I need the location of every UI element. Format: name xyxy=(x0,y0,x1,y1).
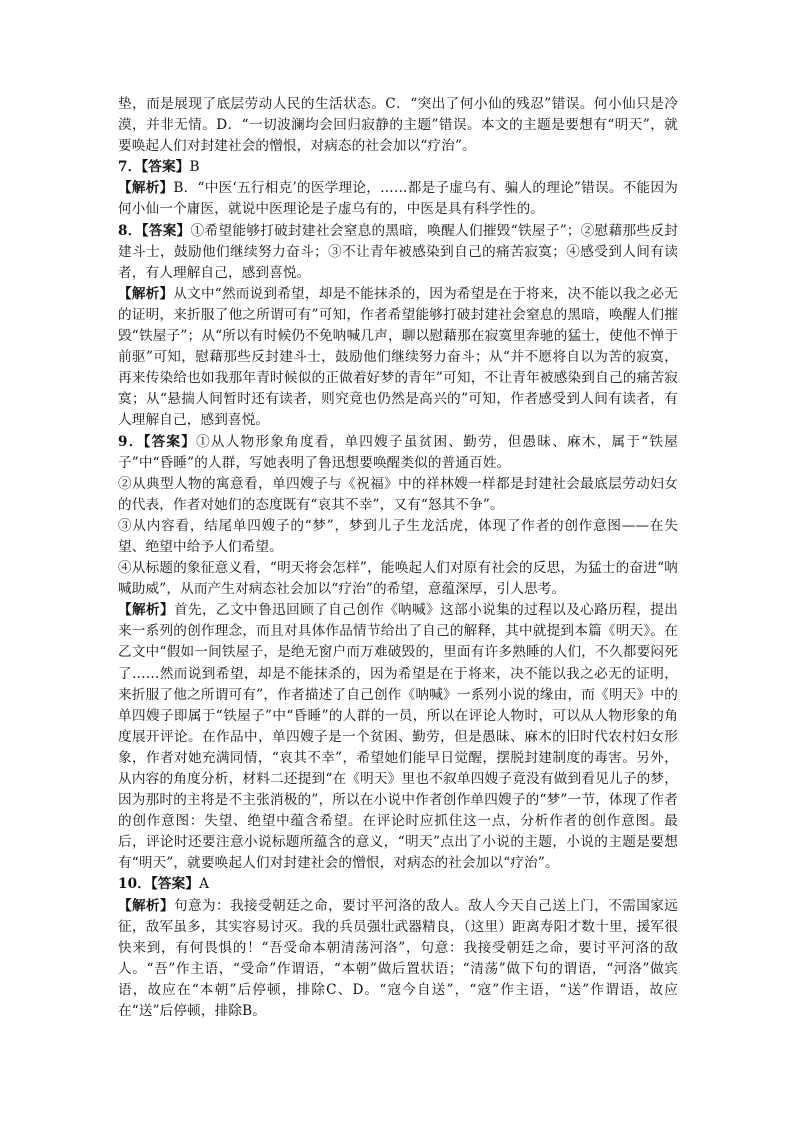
answer-text: B xyxy=(189,159,200,176)
answer-label: 7．【答案】 xyxy=(118,159,190,176)
analysis-label: 【解析】 xyxy=(118,602,175,619)
answer-9-point-4 xyxy=(118,558,678,600)
answer-9-point-3 xyxy=(118,516,678,558)
answer-text: ①希望能够打破封建社会窒息的黑暗，唤醒人们摧毁“铁屋子”；②慰藉那些反封建斗士，鼓励他们继续努力奋斗；③不让青年被感染到自己的痛苦寂寞；④感受到人间有读者，有人理解自己，感到喜悦。 xyxy=(118,222,678,281)
answer-text: ②从典型人物的寓意看，单四嫂子与《祝福》中的祥林嫂一样都是封建社会最底层劳动妇女的代表，作者对她们的态度既有“哀其不幸”，又有“怒其不争”。 xyxy=(118,475,678,513)
analysis-9 xyxy=(118,600,678,874)
analysis-label: 【解析】 xyxy=(118,897,175,914)
analysis-text: B．“中医‘五行相克’的医学理论，……都是子虚乌有、骗人的理论”错误。不能因为何小仙一个庸医，就说中医理论是子虚乌有的，中医是具有科学性的。 xyxy=(118,180,678,218)
analysis-label: 【解析】 xyxy=(118,285,174,302)
answer-9-point-2 xyxy=(118,474,678,516)
analysis-text: 首先，乙文中鲁迅回顾了自己创作《呐喊》这部小说集的过程以及心路历程，提出来一系列的创作理念，而且对具体作品情节给出了自己的解释，其中就提到本篇《明天》。在乙文中“假如一间铁屋子，是绝无窗户而万难破毁的，里面有许多熟睡的人们，不久都要闷死了……然而说到希望，却是不能抹杀的，因为希望是在于将来，决不能以我之必无的证明，来折服了他之所谓可有”，作者描述了自己创作《呐喊》一系列小说的缘由，而《明天》中的单四嫂子即属于“铁屋子”中“昏睡”的人群的一员，所以在评论人物时，可以从人物形象的角度展开评论。在作品中，单四嫂子是一个贫困、勤劳，但是愚昧、麻木的旧时代农村妇女形象，作者对她充满同情，“哀其不幸”，希望她们能早日觉醒，摆脱封建制度的毒害。另外，从内容的角度分析，材料二还提到“在《明天》里也不叙单四嫂子竟没有做到看见儿子的梦，因为那时的主将是不主张消极的”，所以在小说中作者创作单四嫂子的“梦”一节，体现了作者的创作意图：失望、绝望中蕴含希望。在评论时应抓住这一点，分析作者的创作意图。最后，评论时还要注意小说标题所蕴含的意义，“明天”点出了小说的主题，小说的主题是要想有“明天”，就要唤起人们对封建社会的憎恨，对病态的社会加以“疗治”。 xyxy=(118,602,678,872)
answer-label: 10．【答案】 xyxy=(118,876,200,893)
analysis-10 xyxy=(118,896,678,1023)
paragraph-continued xyxy=(118,94,678,157)
document-page xyxy=(118,94,678,1022)
analysis-label: 【解析】 xyxy=(118,180,174,197)
answer-10 xyxy=(118,874,678,895)
analysis-text: 句意为：我接受朝廷之命，要讨平河洛的敌人。敌人今天自己送上门，不需国家远征，敌军虽多，其实容易讨灭。我的兵员强壮武器精良，（这里）距离寿阳才数十里，援军很快来到，有何畏惧的！“吾受命本朝清荡河洛”，句意：我接受朝廷之命，要讨平河洛的敌人。“吾”作主语，“受命”作谓语，“本朝”做后置状语；“清荡”做下句的谓语，“河洛”做宾语，故应在“本朝”后停顿，排除C、D。“寇今自送”，“寇”作主语，“送”作谓语，故应在“送”后停顿，排除B。 xyxy=(118,897,678,1020)
answer-text: ①从人物形象角度看，单四嫂子虽贫困、勤劳，但愚昧、麻木，属于“铁屋子”中“昏睡”的人群，写她表明了鲁迅想要唤醒类似的普通百姓。 xyxy=(118,433,678,471)
analysis-7 xyxy=(118,178,678,220)
answer-7 xyxy=(118,157,678,178)
answer-text: ④从标题的象征意义看，“明天将会怎样”，能唤起人们对原有社会的反思，为猛士的奋进“呐喊助威”，从而产生对病态社会加以“疗治”的希望，意蕴深厚，引人思考。 xyxy=(118,560,678,598)
analysis-text: 从文中“然而说到希望，却是不能抹杀的，因为希望是在于将来，决不能以我之必无的证明，来折服了他之所谓可有”可知，作者希望能够打破封建社会窒息的黑暗，唤醒人们摧毁“铁屋子”；从“所以有时候仍不免呐喊几声，聊以慰藉那在寂寞里奔驰的猛士，使他不惮于前驱”可知，慰藉那些反封建斗士，鼓励他们继续努力奋斗；从“并不愿将自以为苦的寂寞，再来传染给也如我那年青时候似的正做着好梦的青年”可知，不让青年被感染到自己的痛苦寂寞；从“悬揣人间暂时还有读者，则究竟也仍然是高兴的”可知，作者感受到人间有读者，有人理解自己，感到喜悦。 xyxy=(118,285,678,429)
answer-label: 8．【答案】 xyxy=(118,222,191,239)
answer-text: ③从内容看，结尾单四嫂子的“梦”，梦到儿子生龙活虎，体现了作者的创作意图——在失望、绝望中给予人们希望。 xyxy=(118,517,678,555)
answer-8 xyxy=(118,221,678,284)
answer-9 xyxy=(118,432,678,474)
block-text: 垫，而是展现了底层劳动人民的生活状态。C．“突出了何小仙的残忍”错误。何小仙只是冷漠，并非无情。D．“一切波澜均会回归寂静的主题”错误。本文的主题是要想有“明天”，就要唤起人们对封建社会的憎恨，对病态的社会加以“疗治”。 xyxy=(118,96,678,155)
answer-label: 9．【答案】 xyxy=(118,433,197,450)
answer-text: A xyxy=(199,876,210,893)
analysis-8 xyxy=(118,284,678,432)
